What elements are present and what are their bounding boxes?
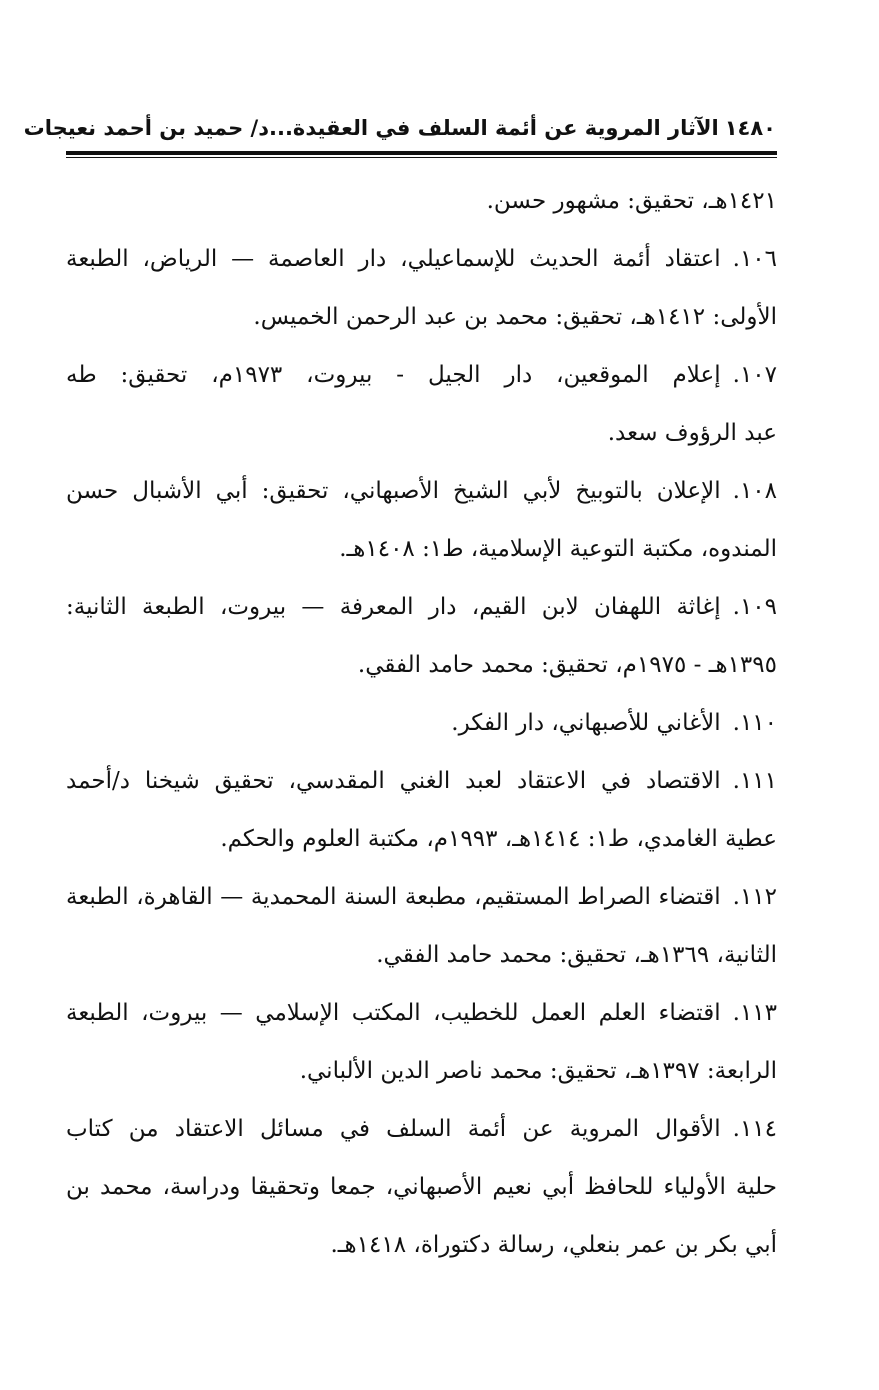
bibliography-entry-110 xyxy=(66,694,777,752)
entry-text: اعتقاد أئمة الحديث للإسماعيلي، دار العاصمة — الرياض، الطبعة xyxy=(66,246,721,272)
entry-text: الأغاني للأصبهاني، دار الفكر. xyxy=(451,710,721,736)
entry-number: ١١١. xyxy=(732,768,777,794)
entry-line xyxy=(66,984,777,1042)
continued-entry-line: ١٤٢١هـ، تحقيق: مشهور حسن. xyxy=(486,188,777,214)
entry-line xyxy=(66,694,777,752)
entry-number: ١٠٦. xyxy=(732,246,777,272)
bibliography-entry-108 xyxy=(66,462,777,578)
entry-line xyxy=(66,868,777,926)
header-rule-thin xyxy=(66,157,777,158)
running-title: الآثار المروية عن أئمة السلف في العقيدة...د/ حميد بن أحمد نعيجات xyxy=(23,116,719,140)
entry-text: إغاثة اللهفان لابن القيم، دار المعرفة — بيروت، الطبعة الثانية: xyxy=(66,594,721,620)
entry-text: الاقتصاد في الاعتقاد لعبد الغني المقدسي، تحقيق شيخنا د/أحمد xyxy=(66,768,721,794)
bibliography-entry-113 xyxy=(66,984,777,1100)
bibliography-entry-112 xyxy=(66,868,777,984)
entry-number: ١٠٩. xyxy=(732,594,777,620)
entry-line xyxy=(66,578,777,636)
entry-line: حلية الأولياء للحافظ أبي نعيم الأصبهاني، جمعا وتحقيقا ودراسة، محمد بن xyxy=(66,1174,777,1200)
entry-line xyxy=(66,230,777,288)
entry-line: أبي بكر بن عمر بنعلي، رسالة دكتوراة، ١٤١٨هـ. xyxy=(330,1232,777,1258)
bibliography-entry-114 xyxy=(66,1100,777,1274)
entry-line: ١٣٩٥هـ - ١٩٧٥م، تحقيق: محمد حامد الفقي. xyxy=(357,652,777,678)
bibliography-entry-109 xyxy=(66,578,777,694)
entry-text: اقتضاء العلم العمل للخطيب، المكتب الإسلامي — بيروت، الطبعة xyxy=(66,1000,721,1026)
entry-text: الإعلان بالتوبيخ لأبي الشيخ الأصبهاني، تحقيق: أبي الأشبال حسن xyxy=(66,478,721,504)
bibliography-list xyxy=(66,172,777,1274)
entry-number: ١٠٨. xyxy=(732,478,777,504)
entry-line xyxy=(66,752,777,810)
entry-number: ١١٢. xyxy=(732,884,777,910)
bibliography-entry-106 xyxy=(66,230,777,346)
entry-text: الأقوال المروية عن أئمة السلف في مسائل الاعتقاد من كتاب xyxy=(66,1116,721,1142)
entry-number: ١١٤. xyxy=(732,1116,777,1142)
entry-line xyxy=(66,346,777,404)
entry-line xyxy=(66,462,777,520)
entry-line xyxy=(66,1100,777,1158)
entry-number: ١١٣. xyxy=(732,1000,777,1026)
entry-line: عبد الرؤوف سعد. xyxy=(607,420,777,446)
entry-text: إعلام الموقعين، دار الجيل - بيروت، ١٩٧٣م، تحقيق: طه xyxy=(66,362,721,388)
entry-line: الأولى: ١٤١٢هـ، تحقيق: محمد بن عبد الرحمن الخميس. xyxy=(253,304,777,330)
running-header xyxy=(23,108,776,148)
page-number: ١٤٨٠ xyxy=(724,116,776,140)
bibliography-entry-111 xyxy=(66,752,777,868)
entry-line: المندوه، مكتبة التوعية الإسلامية، ط١: ١٤٠٨هـ. xyxy=(339,536,777,562)
entry-line: الثانية، ١٣٦٩هـ، تحقيق: محمد حامد الفقي. xyxy=(376,942,777,968)
entry-number: ١٠٧. xyxy=(732,362,777,388)
entry-line: الرابعة: ١٣٩٧هـ، تحقيق: محمد ناصر الدين الألباني. xyxy=(299,1058,777,1084)
entry-text: اقتضاء الصراط المستقيم، مطبعة السنة المحمدية — القاهرة، الطبعة xyxy=(66,884,721,910)
bibliography-entry-107 xyxy=(66,346,777,462)
entry-line: عطية الغامدي، ط١: ١٤١٤هـ، ١٩٩٣م، مكتبة العلوم والحكم. xyxy=(220,826,777,852)
entry-number: ١١٠. xyxy=(732,710,777,736)
header-rule-thick xyxy=(66,151,777,155)
